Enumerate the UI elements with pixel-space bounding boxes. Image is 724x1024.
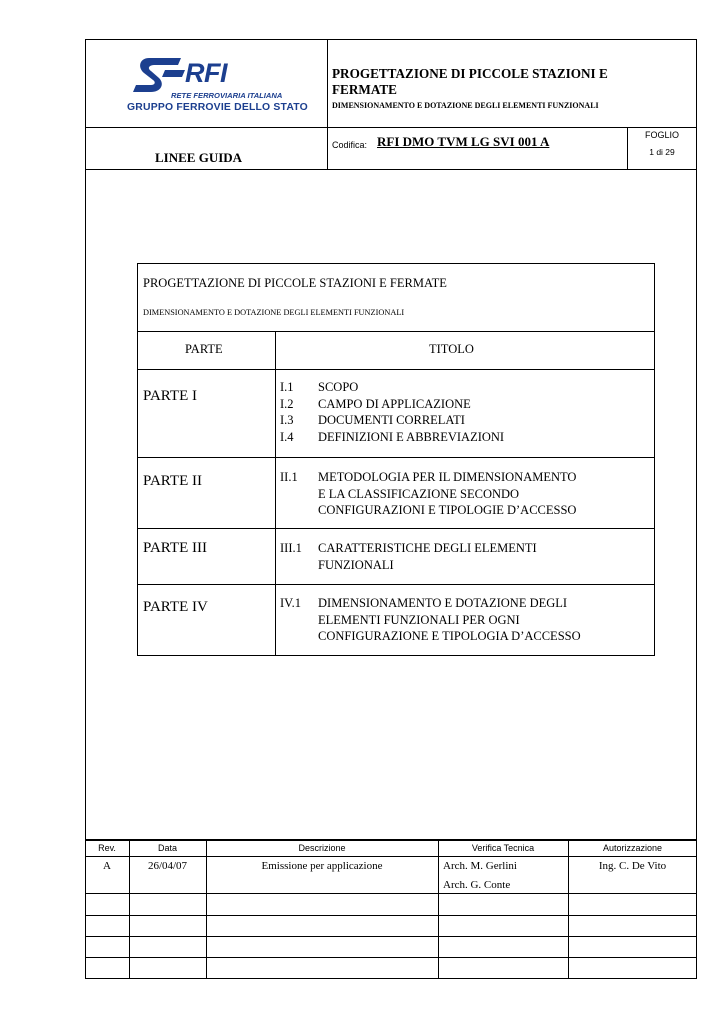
revision-header-autorizzazione: Autorizzazione — [602, 843, 663, 853]
part-item: I.1 SCOPO I.2 CAMPO DI APPLICAZIONE I.3 DOCUMENTI CORRELATI I.4 DEFINIZIONI E ABBREVIAZIONI — [280, 380, 505, 444]
revision-date: 26/04/07 — [147, 860, 188, 872]
index-column-divider — [275, 331, 276, 656]
codifica-label: Codifica: — [332, 140, 368, 150]
part-item: III.1 CARATTERISTICHE DEGLI ELEMENTI FUNZIONALI — [280, 541, 537, 572]
revision-verifier: Arch. G. Conte — [443, 879, 511, 891]
part-name: PARTE IV — [143, 599, 208, 615]
index-title: PROGETTAZIONE DI PICCOLE STAZIONI E FERMATE — [143, 276, 447, 290]
revision-header-data: Data — [157, 843, 177, 853]
foglio-label: FOGLIO — [644, 130, 679, 140]
logo-group: GRUPPO FERROVIE DELLO STATO — [127, 102, 308, 113]
part-name: PARTE I — [143, 388, 197, 404]
column-header-titolo: TITOLO — [429, 342, 474, 356]
rfi-logo-mark-icon — [129, 54, 189, 96]
index-divider-5 — [137, 584, 655, 585]
revision-col-line — [438, 839, 439, 979]
revision-header-descrizione: Descrizione — [298, 843, 346, 853]
document-type: LINEE GUIDA — [155, 150, 243, 165]
header-divider-bottom — [85, 169, 697, 170]
document-title: PROGETTAZIONE DI PICCOLE STAZIONI E FERMATE — [332, 66, 608, 97]
codifica-value: RFI DMO TVM LG SVI 001 A — [377, 134, 550, 149]
revision-verifier: Arch. M. Gerlini — [443, 860, 517, 872]
revision-header-rev: Rev. — [98, 843, 116, 853]
revision-authorizer: Ing. C. De Vito — [598, 860, 667, 872]
header-divider-vertical — [327, 39, 328, 169]
part-name: PARTE II — [143, 473, 202, 489]
index-divider-1 — [137, 331, 655, 332]
revision-table-top — [85, 839, 697, 841]
rfi-logo — [127, 54, 307, 116]
logo-brand: RFI — [185, 58, 227, 88]
revision-row-line — [85, 957, 697, 958]
revision-header-verifica: Verifica Tecnica — [471, 843, 535, 853]
logo-tagline: RETE FERROVIARIA ITALIANA — [171, 91, 283, 100]
part-name: PARTE III — [143, 540, 207, 556]
document-subtitle: DIMENSIONAMENTO E DOTAZIONE DEGLI ELEMENTI FUNZIONALI — [332, 101, 599, 110]
revision-row-line — [85, 856, 697, 857]
part-item: IV.1 DIMENSIONAMENTO E DOTAZIONE DEGLI ELEMENTI FUNZIONALI PER OGNI CONFIGURAZIONE E TIPOLOGIA D’ACCESSO — [280, 596, 581, 643]
revision-row-line — [85, 893, 697, 894]
foglio-value: 1 di 29 — [649, 147, 675, 157]
revision-rev: A — [103, 860, 111, 872]
part-item: II.1 METODOLOGIA PER IL DIMENSIONAMENTO E LA CLASSIFICAZIONE SECONDO CONFIGURAZIONI E TIPOLOGIE D’ACCESSO — [280, 470, 577, 517]
header-divider-mid — [85, 127, 697, 128]
revision-row-line — [85, 915, 697, 916]
index-divider-2 — [137, 369, 655, 370]
revision-description: Emissione per applicazione — [261, 860, 383, 872]
revision-row-line — [85, 936, 697, 937]
index-divider-4 — [137, 528, 655, 529]
index-divider-3 — [137, 457, 655, 458]
column-header-parte: PARTE — [185, 342, 223, 356]
index-subtitle: DIMENSIONAMENTO E DOTAZIONE DEGLI ELEMENTI FUNZIONALI — [143, 308, 405, 317]
